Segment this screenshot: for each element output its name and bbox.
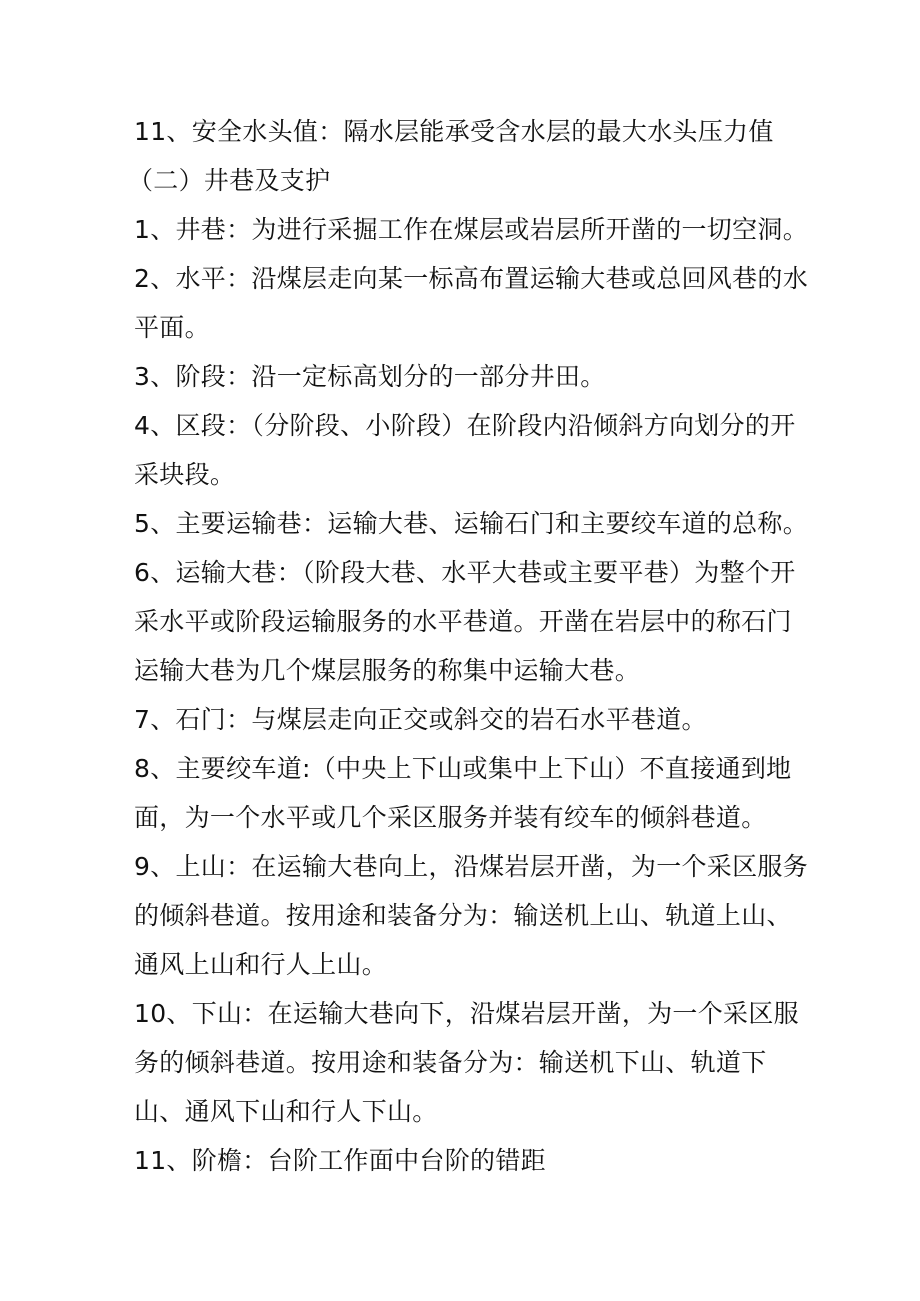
- text-line-12: 运输大巷为几个煤层服务的称集中运输大巷。: [134, 656, 641, 685]
- section-heading: （二）井巷及支护: [128, 166, 331, 195]
- text-line-19: 10、下山：在运输大巷向下，沿煤岩层开凿，为一个采区服: [134, 999, 799, 1028]
- text-line-15: 面，为一个水平或几个采区服务并装有绞车的倾斜巷道。: [134, 803, 767, 832]
- text-line-9: 5、主要运输巷：运输大巷、运输石门和主要绞车道的总称。: [134, 509, 809, 538]
- text-line-10: 6、运输大巷：（阶段大巷、水平大巷或主要平巷）为整个开: [134, 558, 796, 587]
- text-line-17: 的倾斜巷道。按用途和装备分为：输送机上山、轨道上山、: [134, 901, 792, 930]
- text-line-18: 通风上山和行人上山。: [134, 950, 388, 979]
- text-line-16: 9、上山：在运输大巷向上，沿煤岩层开凿，为一个采区服务: [134, 852, 809, 881]
- text-line-14: 8、主要绞车道:（中央上下山或集中上下山）不直接通到地: [134, 754, 792, 783]
- text-line-22: 11、阶檐：台阶工作面中台阶的错距: [134, 1146, 546, 1175]
- text-line-20: 务的倾斜巷道。按用途和装备分为：输送机下山、轨道下: [134, 1048, 767, 1077]
- text-line-7: 4、区段：（分阶段、小阶段）在阶段内沿倾斜方向划分的开: [134, 411, 796, 440]
- text-line-3: 1、井巷：为进行采掘工作在煤层或岩层所开凿的一切空洞。: [134, 215, 809, 244]
- text-line-6: 3、阶段：沿一定标高划分的一部分井田。: [134, 362, 606, 391]
- text-line-5: 平面。: [134, 313, 210, 342]
- text-line-8: 采块段。: [134, 460, 236, 489]
- text-line-13: 7、石门：与煤层走向正交或斜交的岩石水平巷道。: [134, 705, 707, 734]
- text-line-21: 山、通风下山和行人下山。: [134, 1097, 438, 1126]
- text-line-1: 11、安全水头值：隔水层能承受含水层的最大水头压力值: [134, 117, 774, 146]
- text-line-11: 采水平或阶段运输服务的水平巷道。开凿在岩层中的称石门: [134, 607, 792, 636]
- text-line-4: 2、水平：沿煤层走向某一标高布置运输大巷或总回风巷的水: [134, 264, 809, 293]
